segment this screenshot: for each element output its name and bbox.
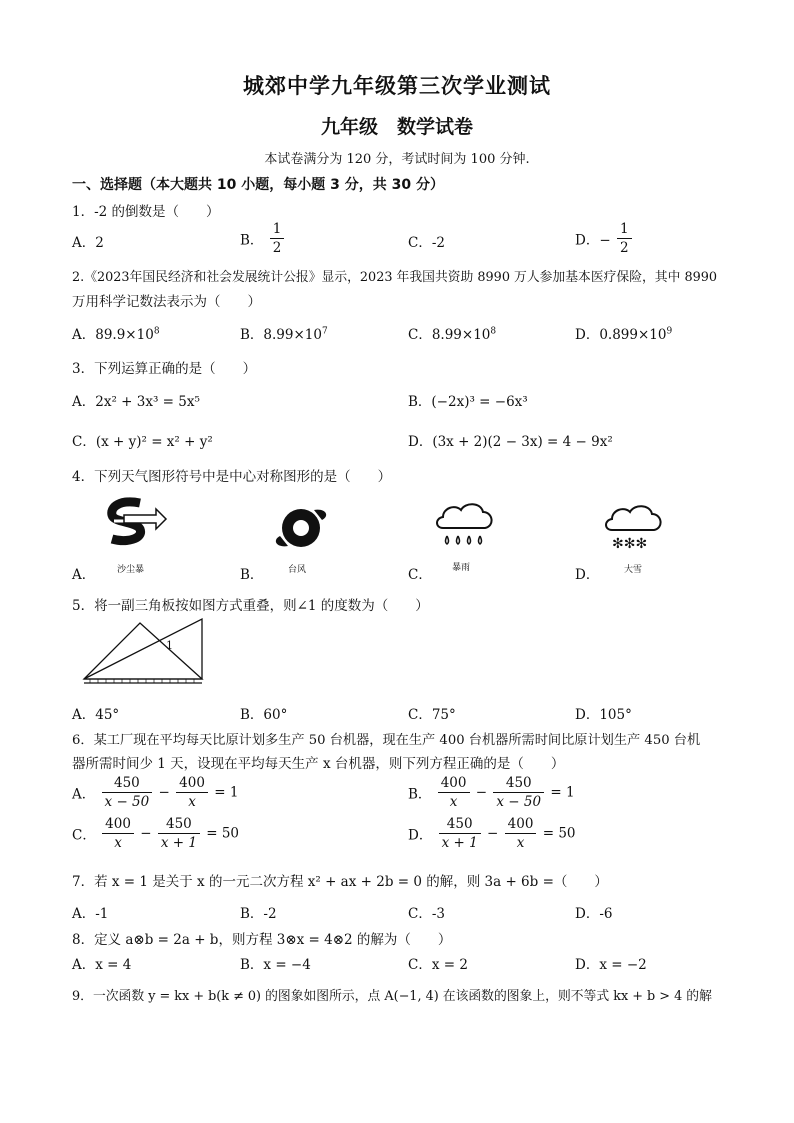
q2-option-c: C．$8.99\times 10^8$ [408, 326, 497, 343]
q6-option-d: D． $\frac{450}{x + 1}$ − $\frac{400}{x}$ = 50 [408, 816, 576, 851]
heavy-snow-icon [602, 500, 666, 556]
q1-option-b: B． $\frac{1}{2}$ [240, 220, 286, 257]
caption-typhoon: 台风 [288, 565, 307, 575]
q3-option-d: D．(3x + 2)(2 − 3x) = 4 − 9x² [408, 434, 613, 450]
q2-option-a: A．$89.9\times 10^8$ [72, 326, 160, 343]
q4-option-a: A． [72, 567, 96, 583]
angle-1-label: 1 [166, 639, 173, 652]
q6-option-c: C． $\frac{400}{x}$ − $\frac{450}{x + 1}$ = 50 [72, 816, 240, 851]
caption-heavy-snow: 大雪 [624, 565, 643, 575]
q3-stem: 3．下列运算正确的是（ ） [72, 361, 257, 377]
q8-option-d: D．x = −2 [575, 957, 647, 973]
triangle-rulers-figure [80, 615, 210, 687]
sandstorm-icon [100, 495, 170, 557]
q8-stem: 8．定义 a⊗b = 2a + b，则方程 3⊗x = 4⊗2 的解为（ ） [72, 932, 452, 948]
q4-option-c: C． [408, 567, 432, 583]
q5-option-d: D．105° [575, 707, 632, 723]
fraction: $\frac{1}{2}$ [617, 220, 632, 257]
exam-note: 本试卷满分为 120 分，考试时间为 100 分钟. [264, 152, 530, 167]
q5-stem: 5．将一副三角板按如图方式重叠，则∠1 的度数为（ ） [72, 598, 429, 614]
q7-option-d: D．-6 [575, 906, 613, 922]
q6-stem-line2: 器所需时间少 1 天，设现在平均每天生产 x 台机器，则下列方程正确的是（ ） [72, 756, 565, 772]
q7-option-b: B．-2 [240, 906, 277, 922]
svg-text:✻✻✻: ✻✻✻ [612, 536, 648, 552]
q8-option-a: A．x = 4 [72, 957, 132, 973]
exam-title: 城郊中学九年级第三次学业测试 [243, 74, 551, 98]
q3-option-c: C．(x + y)² = x² + y² [72, 434, 213, 450]
q2-stem-line1: 2.《2023年国民经济和社会发展统计公报》显示，2023 年我国共资助 8990 万人参加基本医疗保险，其中 8990 [72, 270, 718, 285]
q3-option-b: B．(−2x)³ = −6x³ [408, 394, 528, 410]
fraction: $\frac{1}{2}$ [270, 220, 285, 257]
caption-sandstorm: 沙尘暴 [117, 565, 145, 575]
q5-option-a: A．45° [72, 707, 120, 723]
q1-option-a: A．2 [72, 235, 104, 251]
q1-option-d: D．− $\frac{1}{2}$ [575, 220, 634, 257]
q8-option-c: C．x = 2 [408, 957, 468, 973]
q6-option-b: B． $\frac{400}{x}$ − $\frac{450}{x - 50}$ = 1 [408, 775, 575, 810]
q2-option-d: D．$0.899\times 10^9$ [575, 326, 673, 343]
q9-stem: 9．一次函数 y = kx + b(k ≠ 0) 的图象如图所示，点 A(−1, 4) 在该函数的图象上，则不等式 kx + b > 4 的解 [72, 989, 712, 1004]
q6-option-a: A． $\frac{450}{x - 50}$ − $\frac{400}{x}$ = 1 [72, 775, 239, 810]
q7-option-c: C．-3 [408, 906, 445, 922]
typhoon-icon [270, 502, 332, 554]
q4-stem: 4．下列天气图形符号中是中心对称图形的是（ ） [72, 469, 392, 485]
q8-option-b: B．x = −4 [240, 957, 311, 973]
section-title: 一、选择题（本大题共 10 小题，每小题 3 分，共 30 分） [72, 177, 444, 193]
rainstorm-icon [433, 498, 497, 554]
q6-stem-line1: 6．某工厂现在平均每天比原计划多生产 50 台机器，现在生产 400 台机器所需时间比原计划生产 450 台机 [72, 733, 701, 748]
q4-option-d: D． [575, 567, 600, 583]
q5-option-b: B．60° [240, 707, 288, 723]
q3-option-a: A．2x² + 3x³ = 5x⁵ [72, 394, 200, 410]
q7-stem: 7．若 x = 1 是关于 x 的一元二次方程 x² + ax + 2b = 0 的解，则 3a + 6b =（ ） [72, 874, 608, 890]
q2-stem-line2: 万用科学记数法表示为（ ） [72, 294, 261, 310]
q5-option-c: C．75° [408, 707, 456, 723]
q7-option-a: A．-1 [72, 906, 109, 922]
q1-option-c: C．-2 [408, 235, 445, 251]
exam-subtitle: 九年级 数学试卷 [320, 116, 473, 138]
q2-option-b: B．$8.99\times 10^7$ [240, 326, 328, 343]
q1-stem: 1．-2 的倒数是（ ） [72, 204, 220, 220]
caption-rainstorm: 暴雨 [452, 563, 471, 573]
q4-option-b: B． [240, 567, 264, 583]
